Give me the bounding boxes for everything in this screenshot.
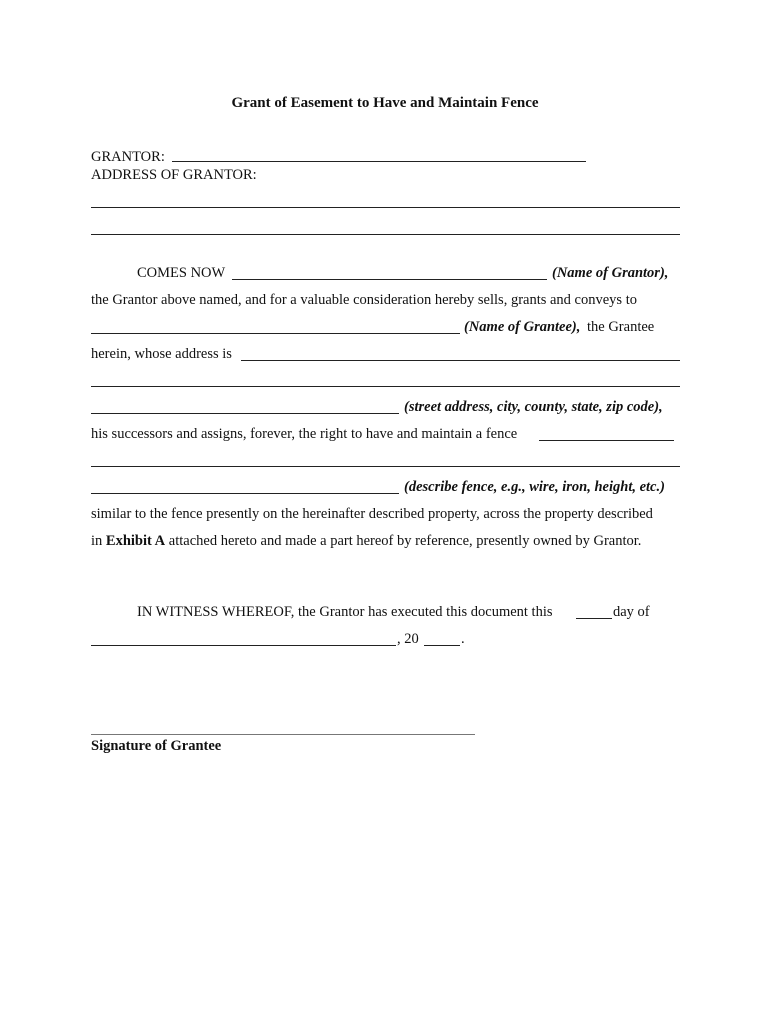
grantor-name-blank[interactable]	[232, 279, 547, 280]
name-of-grantor-hint: (Name of Grantor),	[552, 265, 669, 281]
exhibit-rest-text: attached hereto and made a part hereof by reference, presently owned by Grantor.	[168, 533, 642, 549]
grantee-address-blank-3[interactable]	[91, 413, 399, 414]
successors-text: his successors and assigns, forever, the right to have and maintain a fence	[91, 426, 518, 442]
witness-text: IN WITNESS WHEREOF, the Grantor has executed this document this	[137, 604, 553, 620]
name-of-grantee-hint: (Name of Grantee),	[464, 319, 581, 335]
grantor-name-field[interactable]	[172, 161, 586, 162]
grantee-address-blank-1[interactable]	[241, 360, 680, 361]
grantee-name-blank[interactable]	[91, 333, 460, 334]
fence-description-blank-1[interactable]	[539, 440, 674, 441]
grantor-conveys-text: the Grantor above named, and for a valuable consideration hereby sells, grants and conveys to	[91, 292, 637, 308]
grantor-label: GRANTOR:	[91, 149, 165, 165]
day-blank[interactable]	[576, 618, 612, 619]
in-text: in	[91, 533, 103, 549]
comes-now-text: COMES NOW	[137, 265, 226, 281]
month-blank[interactable]	[91, 645, 396, 646]
street-address-hint: (street address, city, county, state, zip code),	[404, 399, 663, 415]
signature-line[interactable]	[91, 734, 475, 735]
fence-description-blank-3[interactable]	[91, 493, 399, 494]
year-prefix-text: , 20	[397, 631, 419, 647]
year-blank[interactable]	[424, 645, 460, 646]
exhibit-line	[91, 532, 641, 550]
exhibit-a-text: Exhibit A	[105, 533, 166, 549]
period-text: .	[461, 631, 465, 647]
fence-description-blank-2[interactable]	[91, 466, 680, 467]
address-of-grantor-label: ADDRESS OF GRANTOR:	[91, 167, 257, 183]
the-grantee-text: the Grantee	[587, 319, 655, 335]
signature-of-grantee-label: Signature of Grantee	[91, 738, 222, 754]
grantor-address-field-1[interactable]	[91, 207, 680, 208]
grantor-address-field-2[interactable]	[91, 234, 680, 235]
describe-fence-hint: (describe fence, e.g., wire, iron, height, etc.)	[404, 479, 665, 495]
document-title: Grant of Easement to Have and Maintain Fence	[231, 95, 539, 111]
herein-address-text: herein, whose address is	[91, 346, 232, 362]
day-of-text: day of	[613, 604, 650, 620]
similar-fence-text: similar to the fence presently on the hereinafter described property, across the property described	[91, 506, 653, 522]
grantee-address-blank-2[interactable]	[91, 386, 680, 387]
